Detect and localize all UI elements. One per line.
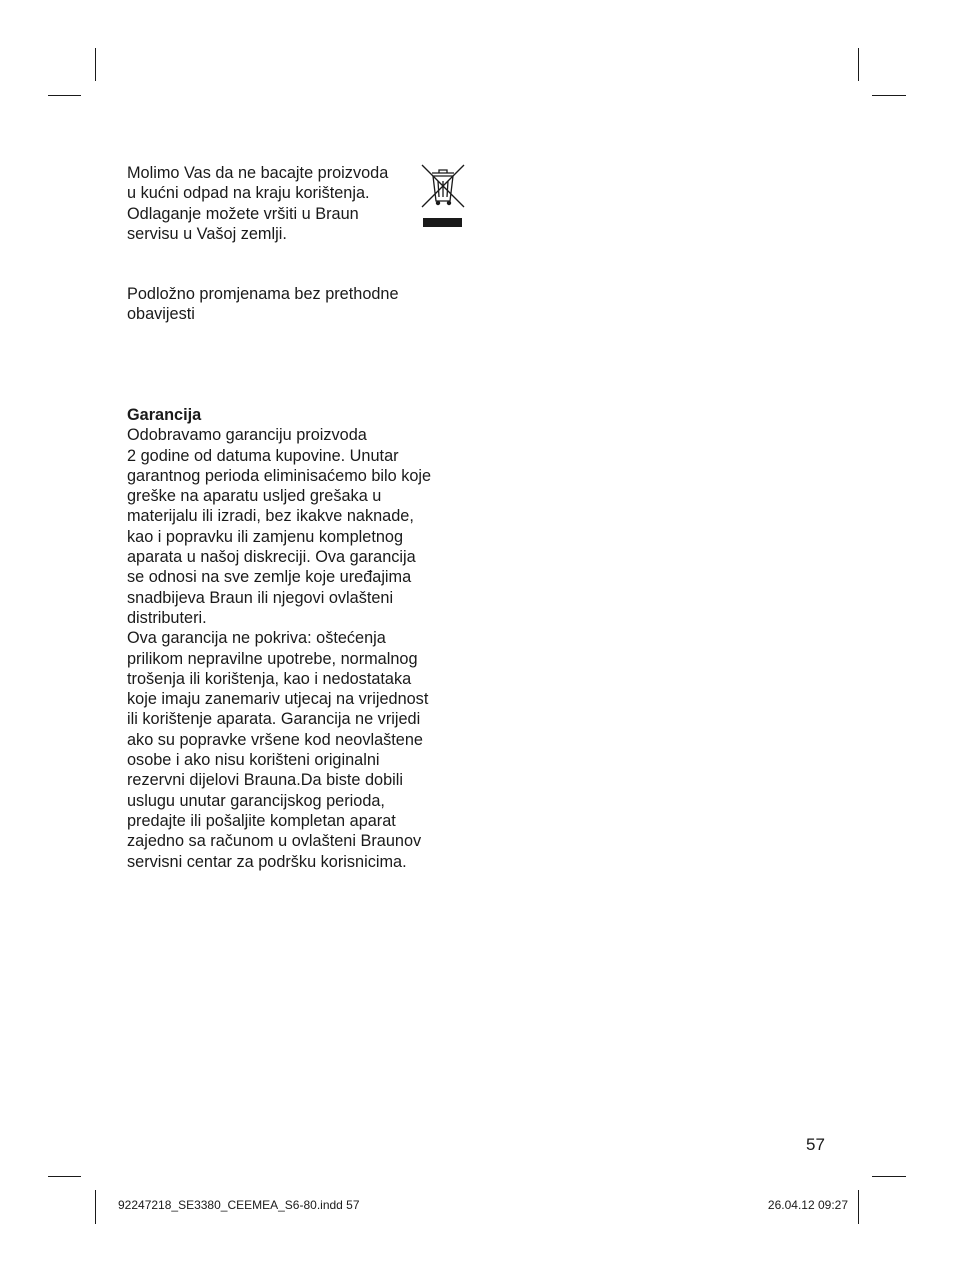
- warranty-line: uslugu unutar garancijskog perioda,: [127, 791, 385, 810]
- warranty-line: osobe i ako nisu korišteni originalni: [127, 751, 380, 770]
- warranty-line: garantnog perioda eliminisaćemo bilo koje: [127, 466, 432, 485]
- disposal-paragraph: [127, 163, 467, 244]
- warranty-line: distributeri.: [127, 608, 207, 627]
- crop-mark-bottom-left-horizontal: [48, 1176, 81, 1177]
- warranty-line: Odobravamo garanciju proizvoda: [127, 426, 367, 445]
- disposal-line: u kućni odpad na kraju korištenja.: [127, 184, 370, 203]
- slug-date-time: 26.04.12 09:27: [767, 1198, 848, 1212]
- notice-line: Podložno promjenama bez prethodne: [127, 285, 399, 303]
- crop-mark-bottom-left-vertical: [95, 1190, 96, 1224]
- crop-mark-top-left-horizontal: [48, 95, 81, 96]
- page-number: 57: [806, 1135, 825, 1154]
- crop-mark-bottom-right-horizontal: [872, 1176, 906, 1177]
- warranty-line: Ova garancija ne pokriva: oštećenja: [127, 629, 386, 648]
- warranty-line: rezervni dijelovi Brauna.Da biste dobili: [127, 771, 404, 790]
- crop-mark-top-right-horizontal: [872, 95, 906, 96]
- warranty-line: se odnosi na sve zemlje koje uređajima: [127, 568, 412, 587]
- warranty-line: zajedno sa računom u ovlašteni Braunov: [127, 832, 422, 851]
- warranty-section: [127, 405, 467, 872]
- slug-file-info: 92247218_SE3380_CEEMEA_S6-80.indd 57: [118, 1198, 360, 1212]
- disposal-line: Molimo Vas da ne bacajte proizvoda: [127, 164, 389, 182]
- warranty-line: snadbijeva Braun ili njegovi ovlašteni: [127, 588, 394, 607]
- crossed-out-wheelie-bin-icon: [420, 163, 466, 229]
- warranty-heading: Garancija: [127, 406, 202, 424]
- warranty-line: kao i popravku ili zamjenu kompletnog: [127, 527, 404, 546]
- warranty-line: predajte ili pošaljite kompletan aparat: [127, 811, 396, 830]
- notice-paragraph: [127, 284, 467, 325]
- crop-mark-top-right-vertical: [858, 48, 859, 81]
- warranty-line: trošenja ili korištenja, kao i nedostataka: [127, 669, 412, 688]
- warranty-line: aparata u našoj diskreciji. Ova garancija: [127, 548, 416, 567]
- warranty-line: greške na aparatu usljed grešaka u: [127, 487, 382, 506]
- notice-line: obavijesti: [127, 305, 195, 324]
- warranty-line: servisni centar za podršku korisnicima.: [127, 852, 407, 871]
- crop-mark-bottom-right-vertical: [858, 1190, 859, 1224]
- warranty-line: ili korištenje aparata. Garancija ne vrijedi: [127, 710, 421, 729]
- crop-mark-top-left-vertical: [95, 48, 96, 81]
- warranty-line: materijalu ili izradi, bez ikakve naknade,: [127, 507, 414, 526]
- warranty-line: 2 godine od datuma kupovine. Unutar: [127, 446, 399, 465]
- warranty-line: koje imaju zanemariv utjecaj na vrijednost: [127, 690, 429, 709]
- warranty-line: prilikom nepravilne upotrebe, normalnog: [127, 649, 418, 668]
- disposal-line: servisu u Vašoj zemlji.: [127, 224, 287, 243]
- disposal-line: Odlaganje možete vršiti u Braun: [127, 204, 359, 223]
- warranty-line: ako su popravke vršene kod neovlaštene: [127, 730, 423, 749]
